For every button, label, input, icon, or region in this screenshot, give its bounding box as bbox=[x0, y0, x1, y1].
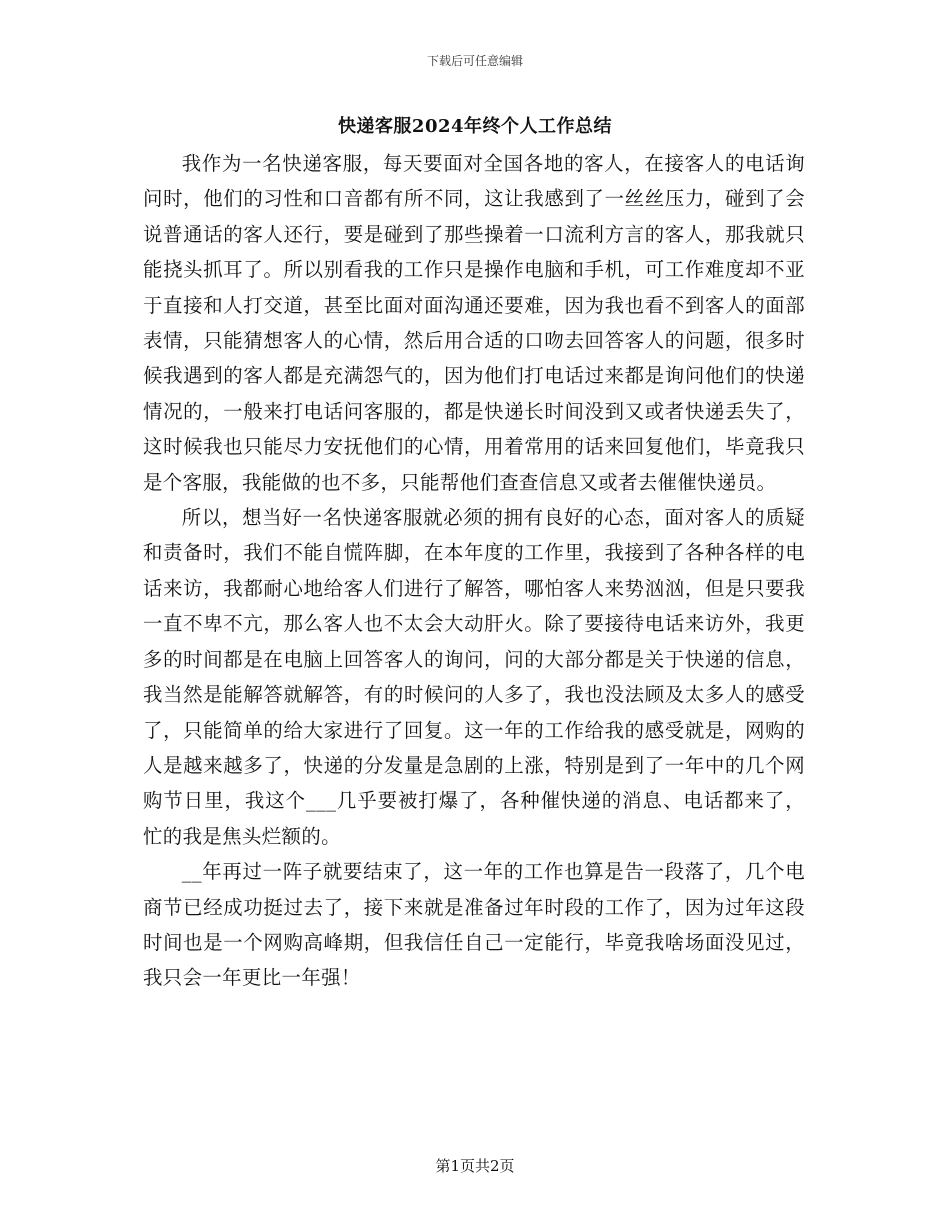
document-title: 快递客服2024年终个人工作总结 bbox=[337, 116, 613, 137]
body-paragraph: 所以，想当好一名快递客服就必须的拥有良好的心态，面对客人的质疑和责备时，我们不能自慌阵脚，在本年度的工作里，我接到了各种各样的电话来访，我都耐心地给客人们进行了解答，哪怕客人来势汹汹，但是只要我一直不卑不亢，那么客人也不太会大动肝火。除了要接待电话来访外，我更多的时间都是在电脑上回答客人的询问，问的大部分都是关于快递的信息，我当然是能解答就解答，有的时候问的人多了，我也没法顾及太多人的感受了，只能简单的给大家进行了回复。这一年的工作给我的感受就是，网购的人是越来越多了，快递的分发量是急剧的上涨，特别是到了一年中的几个网购节日里，我这个___几乎要被打爆了，各种催快递的消息、电话都来了，忙的我是焦头烂额的。 bbox=[143, 506, 805, 848]
page-number: 第1页共2页 bbox=[435, 1157, 515, 1175]
body-paragraph: 我作为一名快递客服，每天要面对全国各地的客人，在接客人的电话询问时，他们的习性和口音都有所不同，这让我感到了一丝丝压力，碰到了会说普通话的客人还行，要是碰到了那些操着一口流利方言的客人，那我就只能挠头抓耳了。所以别看我的工作只是操作电脑和手机，可工作难度却不亚于直接和人打交道，甚至比面对面沟通还要难，因为我也看不到客人的面部表情，只能猜想客人的心情，然后用合适的口吻去回答客人的问题，很多时候我遇到的客人都是充满怨气的，因为他们打电话过来都是询问他们的快递情况的，一般来打电话问客服的，都是快递长时间没到又或者快递丢失了，这时候我也只能尽力安抚他们的心情，用着常用的话来回复他们，毕竟我只是个客服，我能做的也不多，只能帮他们查查信息又或者去催催快递员。 bbox=[143, 152, 805, 494]
body-paragraph: __年再过一阵子就要结束了，这一年的工作也算是告一段落了，几个电商节已经成功挺过去了，接下来就是准备过年时段的工作了，因为过年这段时间也是一个网购高峰期，但我信任自己一定能行，毕竟我啥场面没见过，我只会一年更比一年强！ bbox=[143, 860, 805, 990]
document-body bbox=[143, 146, 805, 996]
page-header-note: 下载后可任意编辑 bbox=[426, 54, 523, 68]
